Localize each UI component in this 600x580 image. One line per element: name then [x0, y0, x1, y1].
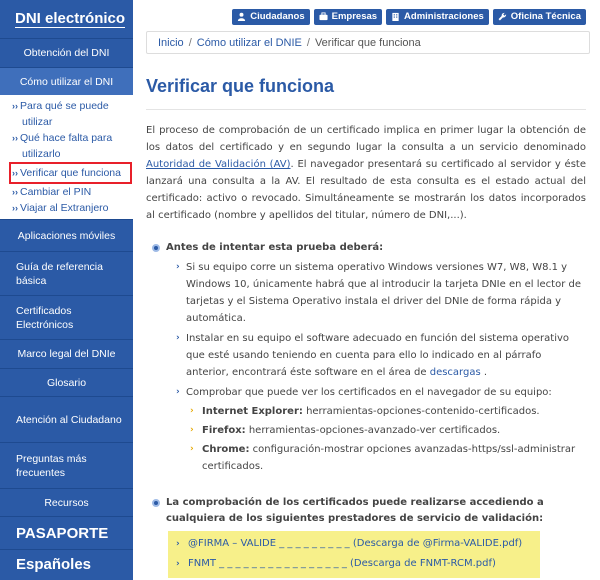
double-chevron-icon: ››: [12, 187, 18, 197]
section-title: La comprobación de los certificados puede realizarse accediendo a cualquiera de los siguientes prestadores de servicio de validación:: [146, 495, 586, 527]
sidebar-item-glosario[interactable]: Glosario: [0, 368, 133, 396]
bullet-circle-icon: [152, 499, 160, 507]
browser-item-firefox: › Firefox: herramientas-opciones-avanzado-ver certificados.: [190, 422, 586, 439]
administraciones-button[interactable]: Administraciones: [386, 9, 489, 25]
chevron-right-icon: ›: [176, 539, 180, 549]
page-title: Verificar que funciona: [146, 76, 335, 96]
oficina-tecnica-button[interactable]: Oficina Técnica: [493, 9, 586, 25]
sidebar-item-marco-legal[interactable]: Marco legal del DNIe: [0, 339, 133, 368]
breadcrumb-link-inicio[interactable]: Inicio: [158, 36, 184, 49]
breadcrumb-link-como-utilizar[interactable]: Cómo utilizar el DNIE: [196, 36, 302, 49]
list-item: › Comprobar que puede ver los certificados en el navegador de su equipo:: [176, 384, 586, 401]
briefcase-icon: [319, 12, 328, 21]
sidebar-item-guia[interactable]: Guía de referencia básica: [0, 251, 133, 295]
breadcrumb: [146, 31, 590, 54]
sidebar-item-preguntas[interactable]: Preguntas más frecuentes: [0, 442, 133, 488]
breadcrumb-current: Verificar que funciona: [314, 36, 421, 49]
chevron-right-icon: ›: [190, 406, 194, 416]
sidebar-item-obtencion[interactable]: Obtención del DNI: [0, 38, 133, 67]
sidebar-item-aplicaciones[interactable]: Aplicaciones móviles: [0, 219, 133, 251]
main-content: [146, 60, 586, 578]
chevron-right-icon: ›: [190, 444, 194, 454]
sidebar-brand[interactable]: DNI electrónico: [15, 10, 126, 27]
sidebar-item-atencion[interactable]: Atención al Ciudadano: [0, 396, 133, 442]
ciudadanos-button[interactable]: Ciudadanos: [232, 9, 309, 25]
validation-section: [146, 495, 586, 578]
sidebar-subitem-verificar[interactable]: ›› Verificar que funciona: [12, 165, 129, 181]
firma-valide-link[interactable]: › @FIRMA – VALIDE _ _ _ _ _ _ _ _ _ (Descarga de @Firma-VALIDE.pdf): [176, 534, 532, 554]
browser-item-chrome: › Chrome: configuración-mostrar opciones avanzadas-https/ssl-administrar certificados.: [190, 441, 586, 475]
double-chevron-icon: ››: [12, 203, 18, 213]
divider: [146, 109, 586, 110]
fnmt-link[interactable]: › FNMT _ _ _ _ _ _ _ _ _ _ _ _ _ _ _ _ (Descarga de FNMT-RCM.pdf): [176, 554, 532, 574]
chevron-right-icon: ›: [176, 387, 180, 397]
building-icon: [391, 12, 400, 21]
empresas-button[interactable]: Empresas: [314, 9, 382, 25]
double-chevron-icon: ››: [12, 133, 18, 143]
chevron-right-icon: ›: [176, 333, 180, 343]
validation-links-box: [168, 531, 540, 578]
sidebar-item-pasaporte[interactable]: PASAPORTE: [0, 516, 133, 549]
wrench-icon: [498, 12, 507, 21]
browser-item-ie: › Internet Explorer: herramientas-opciones-contenido-certificados.: [190, 403, 586, 420]
chevron-right-icon: ›: [176, 559, 180, 569]
sidebar-submenu: [0, 95, 133, 219]
list-item: › Si su equipo corre un sistema operativo Windows versiones W7, W8, W8.1 y Windows 10, únicamente habrá que al introducir la tarjeta DNIe en el lector de tarjetas y el Sistema Operativo instala el driver del DNIe de forma rápida y automática.: [176, 259, 586, 327]
autoridad-validacion-link[interactable]: Autoridad de Validación (AV): [146, 159, 291, 170]
sidebar-item-certificados[interactable]: Certificados Electrónicos: [0, 295, 133, 339]
requirements-section: [146, 240, 586, 475]
breadcrumb-separator: /: [306, 36, 310, 49]
sidebar: [0, 0, 133, 580]
user-icon: [237, 12, 246, 21]
double-chevron-icon: ››: [12, 101, 18, 111]
sidebar-subitem-que-hace-falta[interactable]: ›› Qué hace falta para utilizarlo: [12, 132, 113, 160]
sidebar-subitem-viajar[interactable]: ›› Viajar al Extranjero: [12, 202, 109, 214]
breadcrumb-separator: /: [188, 36, 192, 49]
bullet-circle-icon: [152, 244, 160, 252]
sidebar-subitem-cambiar-pin[interactable]: ›› Cambiar el PIN: [12, 186, 92, 198]
intro-paragraph: El proceso de comprobación de un certificado implica en primer lugar la obtención de los datos del certificado y en segundo lugar la consulta a un servicio denominado Autoridad de Validación (AV). El navegador presentará su certificado al servidor y éste lanzará una consulta a la AV. El resultado de esta consulta es el estado actual del certificado: activo o revocado. Simultáneamente se mostrarán los datos incorporados al certificado (nombre y apellidos del titular, número de DNI,...).: [146, 125, 586, 221]
top-navigation: [133, 0, 600, 33]
section-title: Antes de intentar esta prueba deberá:: [146, 240, 586, 256]
chevron-right-icon: ›: [176, 262, 180, 272]
descargas-link[interactable]: descargas: [429, 367, 481, 378]
list-item: › Instalar en su equipo el software adecuado en función del sistema operativo que esté usando teniendo en cuenta para ello lo indicado en al párrafo anterior, encontrará éste software en el área de descargas .: [176, 330, 586, 381]
sidebar-item-como-utilizar[interactable]: Cómo utilizar el DNI: [0, 67, 133, 95]
sidebar-subitem-para-que[interactable]: ›› Para qué se puede utilizar: [12, 100, 109, 128]
sidebar-item-recursos[interactable]: Recursos: [0, 488, 133, 516]
sidebar-item-espanoles[interactable]: Españoles: [0, 549, 133, 579]
chevron-right-icon: ›: [190, 425, 194, 435]
double-chevron-icon: ››: [12, 168, 18, 178]
